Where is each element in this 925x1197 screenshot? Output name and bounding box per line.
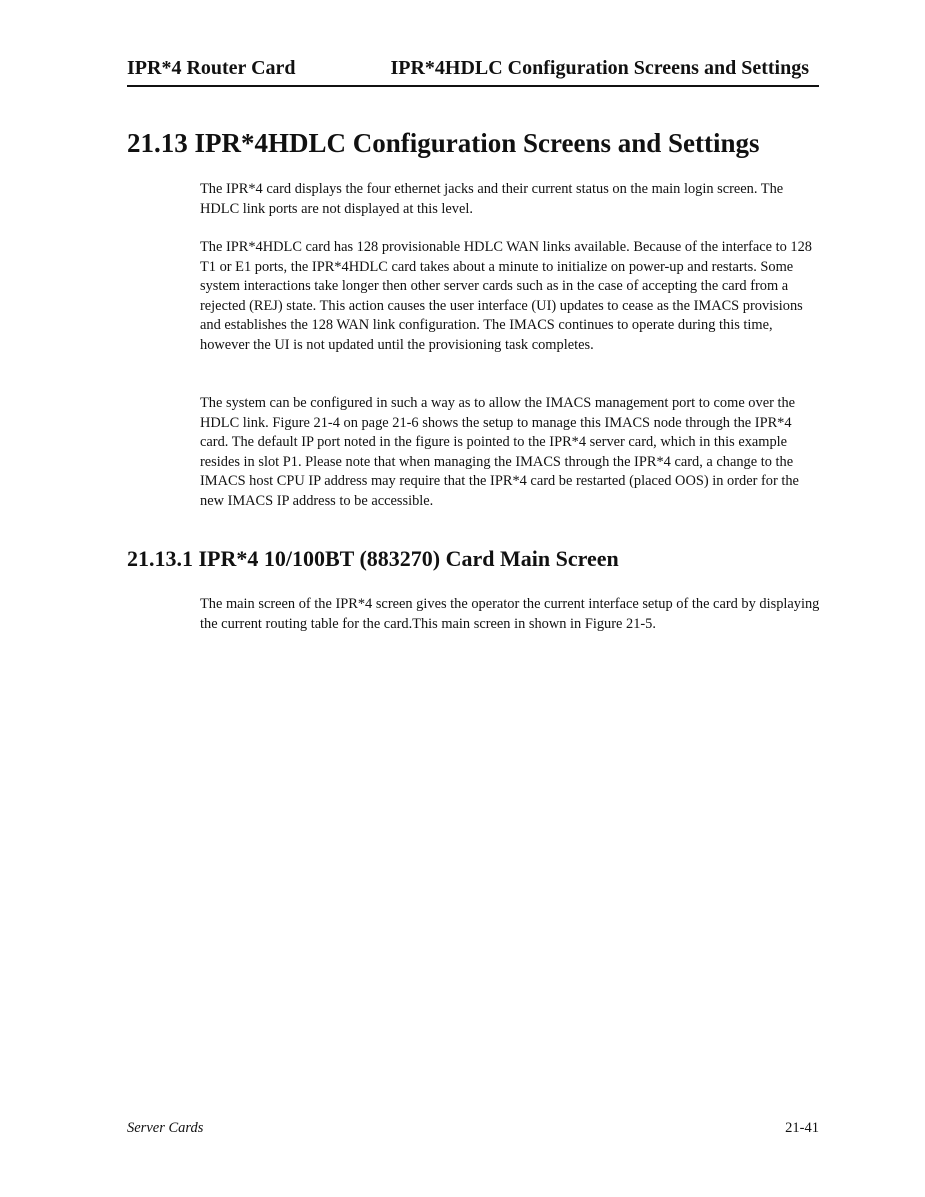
footer-book-title: Server Cards — [127, 1120, 204, 1136]
page-number: 21-41 — [785, 1120, 819, 1136]
section-paragraph-3: The system can be configured in such a way as to allow the IMACS management port to come over the HDLC link. Figure 21-4 on page 21-6 shows the setup to manage this IMACS node through the IPR*4 card. The default IP port noted in the figure is pointed to the IPR*4 server card, which in this example resides in slot P1. Please note that when managing the IMACS through the IPR*4 card, a change to the IMACS host CPU IP address may require that the IPR*4 card be restarted (placed OOS) in order for the new IMACS IP address to be accessible. — [200, 395, 799, 509]
header-section-title: IPR*4HDLC Configuration Screens and Settings — [390, 57, 809, 79]
header-chapter-title: IPR*4 Router Card — [127, 57, 296, 79]
section-title: 21.13 IPR*4HDLC Configuration Screens and Settings — [127, 128, 760, 158]
running-header — [127, 55, 819, 87]
section-paragraph-2: The IPR*4HDLC card has 128 provisionable HDLC WAN links available. Because of the interface to 128 T1 or E1 ports, the IPR*4HDLC card takes about a minute to initialize on power-up and restarts. Some system interactions take longer then other server cards such as in the case of accepting the card from a rejected (REJ) state. This action causes the user interface (UI) updates to cease as the IMACS provisions and establishes the 128 WAN link configuration. The IMACS continues to operate during this time, however the UI is not updated until the provisioning task completes. — [200, 239, 812, 353]
section-paragraph-1: The IPR*4 card displays the four ethernet jacks and their current status on the main login screen. The HDLC link ports are not displayed at this level. — [200, 181, 784, 217]
subsection-title: 21.13.1 IPR*4 10/100BT (883270) Card Main Screen — [127, 546, 619, 571]
subsection-paragraph-1: The main screen of the IPR*4 screen gives the operator the current interface setup of the card by displaying the current routing table for the card.This main screen in shown in Figure 21-5. — [200, 596, 820, 632]
